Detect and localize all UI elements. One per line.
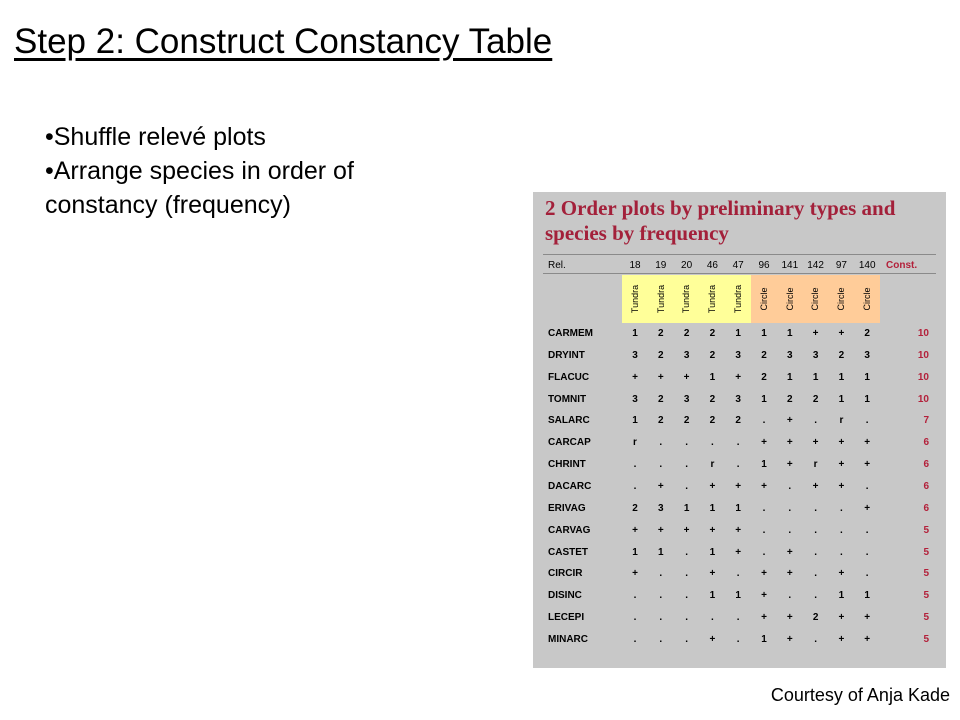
- table-cell: +: [761, 590, 767, 602]
- type-label: Circle: [784, 287, 795, 311]
- table-cell: 1: [812, 371, 819, 383]
- table-cell: 2: [683, 415, 690, 427]
- table-cell: +: [735, 524, 742, 536]
- constancy-value: 10: [917, 349, 929, 361]
- table-cell: +: [838, 328, 845, 339]
- table-cell: 2: [787, 393, 793, 405]
- table-cell: 1: [632, 328, 638, 339]
- table-cell: +: [812, 437, 819, 449]
- table-cell: 1: [838, 590, 845, 602]
- credit-text: Courtesy of Anja Kade: [770, 685, 950, 705]
- table-cell: .: [736, 459, 740, 471]
- table-cell: .: [659, 437, 663, 449]
- table-cell: 3: [812, 349, 819, 361]
- releve-number: 141: [781, 260, 799, 271]
- table-cell: 3: [632, 393, 638, 405]
- table-cell: +: [735, 546, 742, 558]
- table-cell: +: [632, 568, 638, 580]
- table-cell: r: [710, 459, 715, 471]
- table-cell: .: [814, 590, 817, 602]
- table-cell: 1: [864, 371, 870, 383]
- table-cell: .: [865, 415, 869, 427]
- table-cell: .: [788, 480, 792, 492]
- table-cell: 1: [761, 633, 767, 645]
- table-cell: +: [632, 371, 638, 383]
- table-cell: 1: [864, 590, 870, 602]
- table-cell: .: [685, 568, 688, 580]
- table-cell: +: [657, 371, 664, 383]
- table-cell: +: [709, 480, 716, 492]
- table-cell: .: [762, 415, 766, 427]
- table-cell: +: [838, 459, 845, 471]
- bullet-item: •Shuffle relevé plots: [45, 123, 266, 151]
- table-cell: .: [633, 590, 637, 602]
- table-cell: 3: [864, 349, 870, 361]
- species-name: SALARC: [548, 415, 590, 427]
- type-label: Circle: [810, 287, 821, 311]
- table-cell: .: [659, 612, 663, 624]
- table-cell: .: [865, 568, 869, 580]
- type-cell: [777, 275, 803, 323]
- table-cell: +: [786, 546, 793, 558]
- table-cell: +: [864, 437, 871, 449]
- table-cell: +: [709, 633, 716, 645]
- table-cell: +: [838, 633, 845, 645]
- table-cell: +: [786, 459, 793, 471]
- figure-heading-line: 2 Order plots by preliminary types and: [545, 196, 896, 220]
- table-cell: r: [633, 437, 637, 449]
- table-cell: .: [659, 568, 663, 580]
- constancy-value: 5: [923, 590, 929, 602]
- table-cell: .: [685, 612, 688, 624]
- table-cell: +: [786, 415, 793, 427]
- table-cell: +: [735, 480, 742, 492]
- table-cell: 1: [658, 546, 664, 558]
- table-cell: .: [865, 480, 869, 492]
- species-name: DRYINT: [548, 349, 585, 361]
- releve-number: 96: [758, 260, 770, 271]
- table-cell: 3: [683, 393, 690, 405]
- releve-number: 20: [681, 260, 693, 271]
- table-cell: .: [659, 459, 663, 471]
- table-cell: +: [657, 480, 664, 492]
- table-cell: 1: [787, 371, 793, 383]
- table-cell: .: [685, 633, 688, 645]
- table-cell: .: [736, 568, 740, 580]
- table-cell: .: [633, 612, 637, 624]
- table-cell: .: [711, 437, 714, 449]
- table-cell: 1: [709, 502, 716, 514]
- type-cell: [699, 275, 725, 323]
- table-cell: 2: [683, 328, 690, 339]
- rel-header: Rel.: [548, 260, 566, 271]
- releve-number: 97: [835, 260, 847, 271]
- releve-number: 46: [706, 260, 718, 271]
- table-cell: +: [761, 612, 767, 624]
- releve-number: 140: [858, 260, 876, 271]
- table-cell: +: [812, 480, 819, 492]
- table-cell: .: [814, 524, 817, 536]
- constancy-value: 6: [923, 437, 929, 449]
- table-cell: r: [813, 459, 818, 471]
- table-cell: .: [762, 524, 766, 536]
- type-cell: [803, 275, 829, 323]
- table-cell: .: [659, 633, 663, 645]
- table-cell: 1: [709, 546, 716, 558]
- table-cell: .: [814, 568, 817, 580]
- table-cell: 2: [709, 393, 716, 405]
- table-cell: 2: [735, 415, 741, 427]
- type-cell: [674, 275, 700, 323]
- table-cell: 3: [735, 393, 741, 405]
- table-cell: .: [814, 546, 817, 558]
- table-cell: +: [632, 524, 638, 536]
- type-cell: [854, 275, 880, 323]
- table-cell: +: [864, 633, 871, 645]
- table-cell: +: [683, 371, 690, 383]
- figure-heading-line: species by frequency: [545, 221, 729, 245]
- species-name: LECEPI: [548, 612, 585, 624]
- table-cell: +: [838, 612, 845, 624]
- bullet-item: •Arrange species in order of constancy (frequency): [45, 157, 354, 219]
- table-cell: 1: [632, 415, 638, 427]
- constancy-value: 10: [917, 371, 929, 383]
- table-cell: 1: [735, 502, 741, 514]
- table-cell: .: [762, 502, 766, 514]
- table-cell: .: [711, 612, 714, 624]
- table-cell: +: [761, 568, 767, 580]
- table-cell: +: [709, 568, 716, 580]
- table-cell: 1: [838, 371, 845, 383]
- table-cell: 1: [683, 502, 690, 514]
- table-cell: 3: [787, 349, 793, 361]
- type-label: Tundra: [655, 284, 666, 314]
- table-cell: +: [786, 437, 793, 449]
- type-label: Circle: [862, 287, 873, 311]
- table-cell: .: [685, 546, 688, 558]
- table-cell: .: [659, 590, 663, 602]
- table-cell: .: [685, 459, 688, 471]
- species-name: CHRINT: [548, 459, 586, 471]
- table-cell: 2: [761, 371, 767, 383]
- species-name: CIRCIR: [548, 568, 583, 580]
- species-name: DISINC: [548, 590, 582, 602]
- constancy-value: 6: [923, 480, 929, 492]
- species-name: CASTET: [548, 546, 588, 558]
- table-cell: +: [709, 524, 716, 536]
- table-cell: .: [736, 437, 740, 449]
- table-cell: +: [864, 502, 871, 514]
- type-label: Tundra: [707, 284, 718, 314]
- table-cell: +: [761, 437, 767, 449]
- bullet-list: [45, 120, 445, 222]
- table-cell: .: [788, 502, 792, 514]
- table-cell: 1: [709, 590, 716, 602]
- table-cell: .: [685, 480, 688, 492]
- table-cell: .: [685, 590, 688, 602]
- table-cell: .: [865, 546, 869, 558]
- table-cell: .: [736, 633, 740, 645]
- table-cell: 2: [658, 328, 664, 339]
- table-cell: +: [838, 568, 845, 580]
- table-cell: 2: [812, 612, 819, 624]
- table-cell: .: [685, 437, 688, 449]
- table-cell: +: [657, 524, 664, 536]
- table-cell: +: [786, 568, 793, 580]
- table-cell: .: [840, 546, 843, 558]
- table-cell: +: [864, 459, 871, 471]
- species-name: TOMNIT: [548, 393, 587, 405]
- table-cell: 2: [632, 502, 638, 514]
- species-name: FLACUC: [548, 371, 590, 383]
- species-name: MINARC: [548, 633, 588, 645]
- table-cell: 3: [658, 502, 664, 514]
- constancy-value: 10: [917, 328, 929, 339]
- constancy-value: 10: [917, 393, 929, 405]
- table-cell: 1: [735, 328, 741, 339]
- table-cell: +: [735, 371, 742, 383]
- table-cell: .: [633, 633, 637, 645]
- table-cell: 1: [709, 371, 716, 383]
- releve-number: 47: [732, 260, 744, 271]
- table-cell: +: [683, 524, 690, 536]
- table-cell: +: [838, 480, 845, 492]
- table-cell: 2: [812, 393, 819, 405]
- type-cell: [622, 275, 648, 323]
- table-cell: 3: [735, 349, 741, 361]
- type-label: Circle: [758, 287, 769, 311]
- table-cell: 2: [838, 349, 845, 361]
- constancy-value: 7: [923, 415, 929, 427]
- table-cell: 1: [632, 546, 638, 558]
- table-cell: 2: [761, 349, 767, 361]
- table-cell: 3: [632, 349, 638, 361]
- table-cell: 3: [683, 349, 690, 361]
- constancy-value: 5: [923, 568, 929, 580]
- constancy-value: 6: [923, 459, 929, 471]
- table-cell: .: [736, 612, 740, 624]
- type-label: Circle: [836, 287, 847, 311]
- table-cell: .: [840, 524, 843, 536]
- type-label: Tundra: [629, 284, 640, 314]
- table-divider: [543, 273, 936, 274]
- table-cell: +: [812, 328, 819, 339]
- table-cell: .: [633, 480, 637, 492]
- table-cell: .: [814, 502, 817, 514]
- table-cell: 2: [658, 349, 664, 361]
- table-cell: 2: [709, 328, 716, 339]
- constancy-value: 6: [923, 502, 929, 514]
- table-cell: 1: [735, 590, 741, 602]
- table-cell: 2: [709, 415, 716, 427]
- table-cell: .: [788, 590, 792, 602]
- constancy-value: 5: [923, 546, 929, 558]
- releve-number: 18: [629, 260, 641, 271]
- constancy-value: 5: [923, 524, 929, 536]
- type-cell: [648, 275, 674, 323]
- table-cell: 1: [761, 459, 767, 471]
- table-cell: +: [864, 612, 871, 624]
- type-cell: [725, 275, 751, 323]
- table-cell: 1: [787, 328, 793, 339]
- table-cell: +: [761, 480, 767, 492]
- table-cell: .: [762, 546, 766, 558]
- table-cell: 1: [761, 328, 767, 339]
- releve-number: 142: [807, 260, 824, 271]
- table-cell: 2: [709, 349, 716, 361]
- releve-number: 19: [655, 260, 667, 271]
- type-cell: [828, 275, 854, 323]
- table-cell: 1: [761, 393, 767, 405]
- constancy-table: [533, 192, 946, 668]
- species-name: CARMEM: [548, 328, 593, 339]
- constancy-value: 5: [923, 612, 929, 624]
- table-cell: r: [839, 415, 844, 427]
- table-divider: [543, 254, 936, 255]
- table-cell: +: [838, 437, 845, 449]
- table-cell: 2: [864, 328, 870, 339]
- table-cell: .: [814, 633, 817, 645]
- table-cell: 1: [864, 393, 870, 405]
- table-cell: .: [865, 524, 869, 536]
- const-header: Const.: [886, 260, 918, 271]
- species-name: DACARC: [548, 480, 592, 492]
- table-cell: 2: [658, 393, 664, 405]
- table-cell: +: [786, 612, 793, 624]
- table-cell: 1: [838, 393, 845, 405]
- table-cell: .: [633, 459, 637, 471]
- type-label: Tundra: [681, 284, 692, 314]
- table-cell: .: [840, 502, 843, 514]
- table-cell: +: [786, 633, 793, 645]
- constancy-table-figure: [533, 192, 946, 668]
- table-cell: 2: [658, 415, 664, 427]
- species-name: ERIVAG: [548, 502, 586, 514]
- species-name: CARVAG: [548, 524, 591, 536]
- species-name: CARCAP: [548, 437, 591, 449]
- type-label: Tundra: [733, 284, 744, 314]
- constancy-value: 5: [923, 633, 929, 645]
- table-cell: .: [814, 415, 817, 427]
- slide-title: Step 2: Construct Constancy Table: [14, 22, 553, 61]
- table-cell: .: [788, 524, 792, 536]
- type-cell: [751, 275, 777, 323]
